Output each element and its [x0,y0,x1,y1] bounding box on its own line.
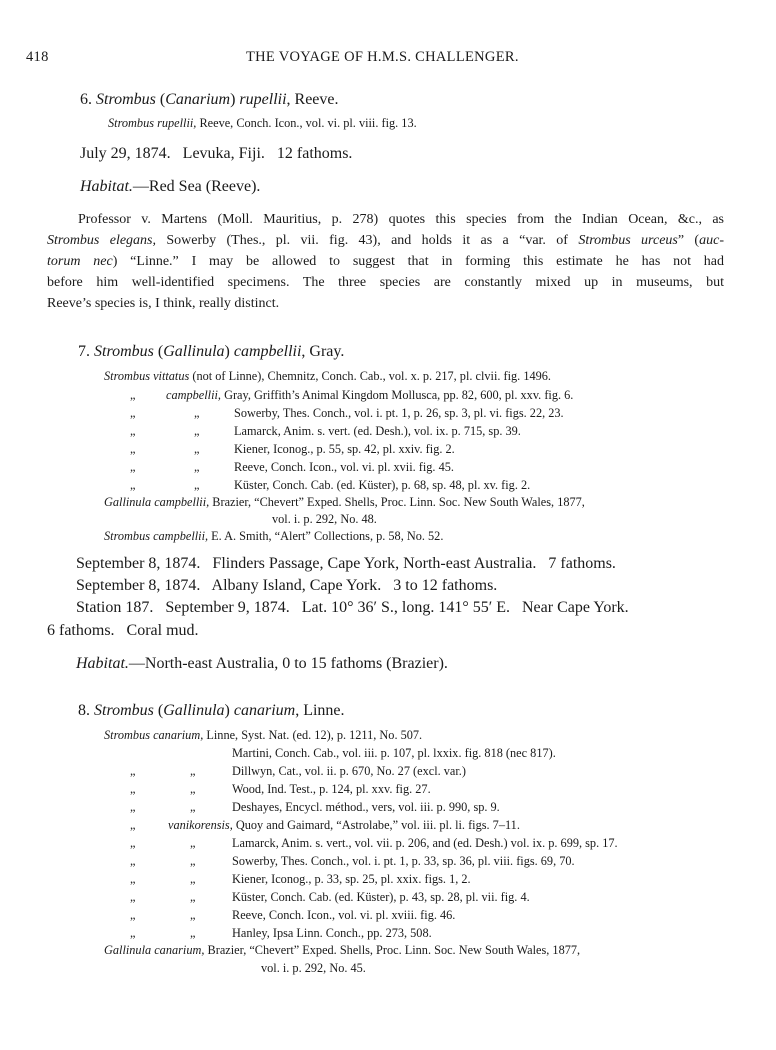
synonym-line: „ „ Lamarck, Anim. s. vert. (ed. Desh.), vol. ix. p. 715, sp. 39. [130,424,521,438]
remarks-line: before him well-identified specimens. The three species are constantly mixed up in museums, but [47,275,724,290]
locality-line: September 8, 1874. Albany Island, Cape York. 3 to 12 fathoms. [76,577,498,594]
synonym-line: „ „ Sowerby, Thes. Conch., vol. i. pt. 1, p. 26, sp. 3, pl. vi. figs. 22, 23. [130,406,564,420]
locality-line: July 29, 1874. Levuka, Fiji. 12 fathoms. [80,145,353,162]
habitat-line: Habitat.—North-east Australia, 0 to 15 fathoms (Brazier). [76,655,448,672]
synonym-line: Gallinula campbellii, Brazier, “Chevert” Exped. Shells, Proc. Linn. Soc. New South Wales, 1877, [104,495,585,509]
species-heading: 6. Strombus (Canarium) rupellii, Reeve. [80,91,339,108]
synonym-line: Strombus vittatus (not of Linne), Chemnitz, Conch. Cab., vol. x. p. 217, pl. clvii. fig. 1496. [104,369,551,383]
synonym-line: „ „ Deshayes, Encycl. méthod., vers, vol. iii. p. 990, sp. 9. [130,800,500,814]
species-heading: 7. Strombus (Gallinula) campbellii, Gray. [78,343,345,360]
synonym-line: „ „ Reeve, Conch. Icon., vol. vi. pl. xviii. fig. 46. [130,908,456,922]
running-title: THE VOYAGE OF H.M.S. CHALLENGER. [246,49,519,65]
locality-line: 6 fathoms. Coral mud. [47,622,199,639]
synonym-line: „ „ Küster, Conch. Cab. (ed. Küster), p. 43, sp. 28, pl. vii. fig. 4. [130,890,530,904]
remarks-line: Professor v. Martens (Moll. Mauritius, p. 278) quotes this species from the Indian Ocean, &c., as [78,212,724,227]
synonym-line: „ „ Küster, Conch. Cab. (ed. Küster), p. 68, sp. 48, pl. xv. fig. 2. [130,478,531,492]
synonym-line: „ „ Dillwyn, Cat., vol. ii. p. 670, No. 27 (excl. var.) [130,764,466,778]
remarks-line: Reeve’s species is, I think, really distinct. [47,296,280,311]
synonym-line: „ „ Sowerby, Thes. Conch., vol. i. pt. 1, p. 33, sp. 36, pl. viii. figs. 69, 70. [130,854,575,868]
synonym-line: Gallinula canarium, Brazier, “Chevert” Exped. Shells, Proc. Linn. Soc. New South Wales, 1877, [104,943,581,957]
locality-line: September 8, 1874. Flinders Passage, Cape York, North-east Australia. 7 fathoms. [76,555,616,572]
page-number: 418 [26,49,49,65]
species-heading: 8. Strombus (Gallinula) canarium, Linne. [78,702,345,719]
synonym-line: „ „ Hanley, Ipsa Linn. Conch., pp. 273, 508. [130,926,432,940]
synonym-line: „ „ Kiener, Iconog., p. 33, sp. 25, pl. xxix. figs. 1, 2. [130,872,471,886]
synonym-line: Martini, Conch. Cab., vol. iii. p. 107, pl. lxxix. fig. 818 (nec 817). [232,746,556,760]
synonym-line: „ „ Kiener, Iconog., p. 55, sp. 42, pl. xxiv. fig. 2. [130,442,455,456]
synonym-continuation: vol. i. p. 292, No. 45. [261,961,366,975]
synonym-line: „ „ Reeve, Conch. Icon., vol. vi. pl. xvii. fig. 45. [130,460,454,474]
synonym-line: „ „ Lamarck, Anim. s. vert., vol. vii. p. 206, and (ed. Desh.) vol. ix. p. 699, sp. 17. [130,836,618,850]
synonym-line: Strombus campbellii, E. A. Smith, “Alert” Collections, p. 58, No. 52. [104,529,444,543]
synonym-line: „ campbellii, Gray, Griffith’s Animal Kingdom Mollusca, pp. 82, 600, pl. xxv. fig. 6. [130,388,574,402]
synonym-line: Strombus rupellii, Reeve, Conch. Icon., vol. vi. pl. viii. fig. 13. [108,116,417,130]
locality-line: Station 187. September 9, 1874. Lat. 10° 36′ S., long. 141° 55′ E. Near Cape York. [76,599,629,616]
remarks-line: Strombus elegans, Sowerby (Thes., pl. vii. fig. 43), and holds it as a “var. of Strombus urceus” (auc- [47,233,724,248]
synonym-continuation: vol. i. p. 292, No. 48. [272,512,377,526]
remarks-line: torum nec) “Linne.” I may be allowed to suggest that in forming this estimate he has not had [47,254,724,269]
synonym-line: Strombus canarium, Linne, Syst. Nat. (ed. 12), p. 1211, No. 507. [104,728,423,742]
synonym-line: „ vanikorensis, Quoy and Gaimard, “Astrolabe,” vol. iii. pl. li. figs. 7–11. [130,818,520,832]
habitat-line: Habitat.—Red Sea (Reeve). [80,178,261,195]
synonym-line: „ „ Wood, Ind. Test., p. 124, pl. xxv. fig. 27. [130,782,431,796]
